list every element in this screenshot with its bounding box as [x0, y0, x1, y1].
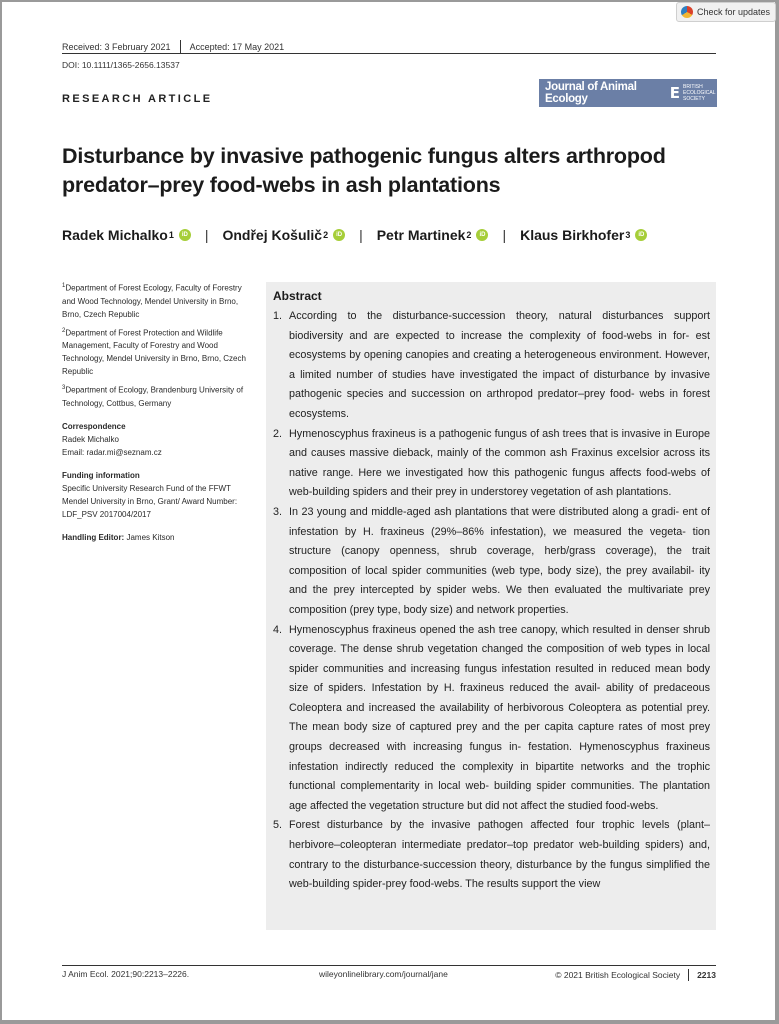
author-item[interactable] [377, 227, 489, 243]
article-page [2, 2, 775, 1020]
footer-copyright: © 2021 British Ecological Society [555, 970, 681, 980]
affiliation [62, 280, 252, 321]
handling-editor-label: Handling Editor: [62, 532, 125, 542]
check-for-updates-button[interactable] [676, 2, 776, 22]
abstract-item-number: 4. [273, 623, 283, 636]
footer-divider [688, 969, 689, 981]
footer-right [555, 969, 716, 981]
abstract-item-number: 5. [273, 819, 283, 832]
society-name: BRITISH ECOLOGICAL SOCIETY [683, 84, 716, 102]
author-name: Radek Michalko [62, 227, 168, 243]
abstract-title: Abstract [273, 289, 322, 303]
affiliation-text: Department of Ecology, Brandenburg University of Technology, Cottbus, Germany [62, 385, 244, 408]
abstract-list [273, 307, 710, 895]
author-name: Klaus Birkhofer [520, 227, 625, 243]
abstract-item-text: Forest disturbance by the invasive pathogen affected four trophic levels (plant– herbivore–coleopteran intermediate predator–top predator web-building spiders) and, contrary to the disturbance-succession theory, disturbance by the fungus simplified the web-building spider-prey food-webs. The results support the view [289, 819, 710, 891]
affiliation-text: Department of Forest Protection and Wildlife Management, Faculty of Forestry and Wood Technology, Mendel University in Brno, Brno, Czech Republic [62, 328, 246, 377]
orcid-icon[interactable]: iD [635, 229, 647, 241]
footer-journal-url[interactable]: wileyonlinelibrary.com/journal/jane [319, 969, 448, 979]
author-name: Petr Martinek [376, 227, 466, 243]
author-name: Ondřej Košulič [222, 227, 323, 243]
author-separator: | [502, 227, 507, 243]
abstract-item-text: In 23 young and middle-aged ash plantations that were distributed along a gradi- ent of infestation by H. fraxineus (29%–86% infestation), we measured the vegeta- tion structure (canopy openness, shrub coverage, herb/grass coverage), the trait composition of local spider communities (web type, body size), the prey availabil- ity and the prey intercepted by spider webs. We then evaluated the multivariate prey composition (prey type, body size) and network properties. [289, 505, 710, 616]
orcid-icon[interactable]: iD [333, 229, 345, 241]
abstract-item-number: 2. [273, 427, 283, 440]
header-rule [62, 53, 716, 54]
affiliation-number: 2 [62, 327, 66, 334]
abstract-item-number: 3. [273, 505, 283, 518]
handling-editor-name: James Kitson [126, 532, 175, 542]
correspondence-name: Radek Michalko [62, 434, 119, 444]
affiliation-number: 3 [62, 385, 66, 392]
orcid-icon[interactable]: iD [476, 229, 488, 241]
abstract-item [273, 503, 710, 621]
abstract-item-text: Hymenoscyphus fraxineus opened the ash tree canopy, which resulted in denser shrub coverage. The dense shrub vegetation changed the composition of web types in local spider communities and increasing fungus infestation resulted in reduced mean body size of spiders. Infestation by H. fraxineus reduced the avail- ability of predaceous Coleoptera and increased the availability of herbivorous Coleoptera as potential prey. The mean body size of captured prey and the per capita capture rates of most prey groups decreased with increasing fungus in- festation. Hymenoscyphus fraxineus infestation indirectly reduced the complexity in bipartite networks and the trophic functional complementarity in local web- building spider communities. The plantation age affected the vegetation structure but did not affect the studied food-webs. [289, 623, 710, 812]
crossmark-icon [681, 6, 693, 18]
journal-name: Journal of Animal Ecology [545, 81, 637, 105]
author-list [62, 227, 647, 243]
affiliation-text: Department of Forest Ecology, Faculty of Forestry and Wood Technology, Mendel University in Brno, Brno, Czech Republic [62, 283, 242, 319]
author-separator: | [204, 227, 209, 243]
journal-banner[interactable] [539, 79, 717, 107]
affiliation [62, 325, 252, 379]
correspondence-email[interactable]: Email: radar.mi@seznam.cz [62, 447, 162, 457]
author-separator: | [359, 227, 363, 243]
society-logo [670, 84, 717, 102]
article-dates [62, 40, 284, 53]
author-item[interactable] [222, 227, 345, 243]
author-item[interactable] [62, 227, 191, 243]
article-type: RESEARCH ARTICLE [62, 93, 213, 105]
author-affiliation-ref: 3 [625, 230, 631, 240]
author-item[interactable] [520, 227, 647, 243]
affiliation [62, 382, 252, 410]
abstract-item-text: Hymenoscyphus fraxineus is a pathogenic fungus of ash trees that is invasive in Europe and causes massive dieback, mainly of the common ash Fraxinus excelsior across its native range. Here we investigated how this pathogenic fungus affects food-webs of web-building spiders and their prey in understorey vegetation of ash plantations. [289, 427, 710, 499]
page-number: 2213 [697, 970, 716, 980]
check-for-updates-label: Check for updates [697, 7, 771, 17]
author-affiliation-ref: 1 [168, 230, 174, 240]
orcid-icon[interactable]: iD [179, 229, 191, 241]
footer-rule [62, 965, 716, 966]
abstract-item-text: According to the disturbance-succession theory, natural disturbances support biodiversity and are expected to increase the complexity of food-webs in for- est ecosystems by opening canopies and creating a heterogeneous environment. However, a limited number of studies have investigated the impact of disturbance by invasive pathogenic species and succession on arthropod predator–prey food- webs in forest ecosystems. [289, 310, 710, 420]
handling-editor [62, 531, 252, 544]
abstract-item [273, 307, 710, 425]
footer-citation: J Anim Ecol. 2021;90:2213–2226. [62, 969, 190, 979]
affiliation-number: 1 [62, 283, 66, 289]
author-affiliation-ref: 2 [466, 230, 472, 240]
abstract-item-number: 1. [273, 310, 283, 322]
abstract-item [273, 816, 710, 894]
society-logo-icon: E [669, 84, 680, 102]
funding-title: Funding information [62, 470, 140, 480]
doi-link[interactable]: DOI: 10.1111/1365-2656.13537 [62, 60, 180, 70]
date-divider [180, 40, 181, 53]
abstract-box [266, 282, 716, 930]
abstract-item [273, 621, 710, 817]
accepted-date: Accepted: 17 May 2021 [189, 41, 285, 52]
article-info-column [62, 280, 252, 544]
abstract-item [273, 425, 710, 503]
correspondence-title: Correspondence [62, 421, 126, 431]
author-affiliation-ref: 2 [323, 230, 329, 240]
funding-text: Specific University Research Fund of the FFWT Mendel University in Brno, Grant/ Award Number: LDF_PSV 2017004/2017 [62, 483, 238, 519]
article-title: Disturbance by invasive pathogenic fungus alters arthropod predator–prey food-webs in ash plantations [62, 144, 666, 197]
received-date: Received: 3 February 2021 [62, 41, 171, 52]
